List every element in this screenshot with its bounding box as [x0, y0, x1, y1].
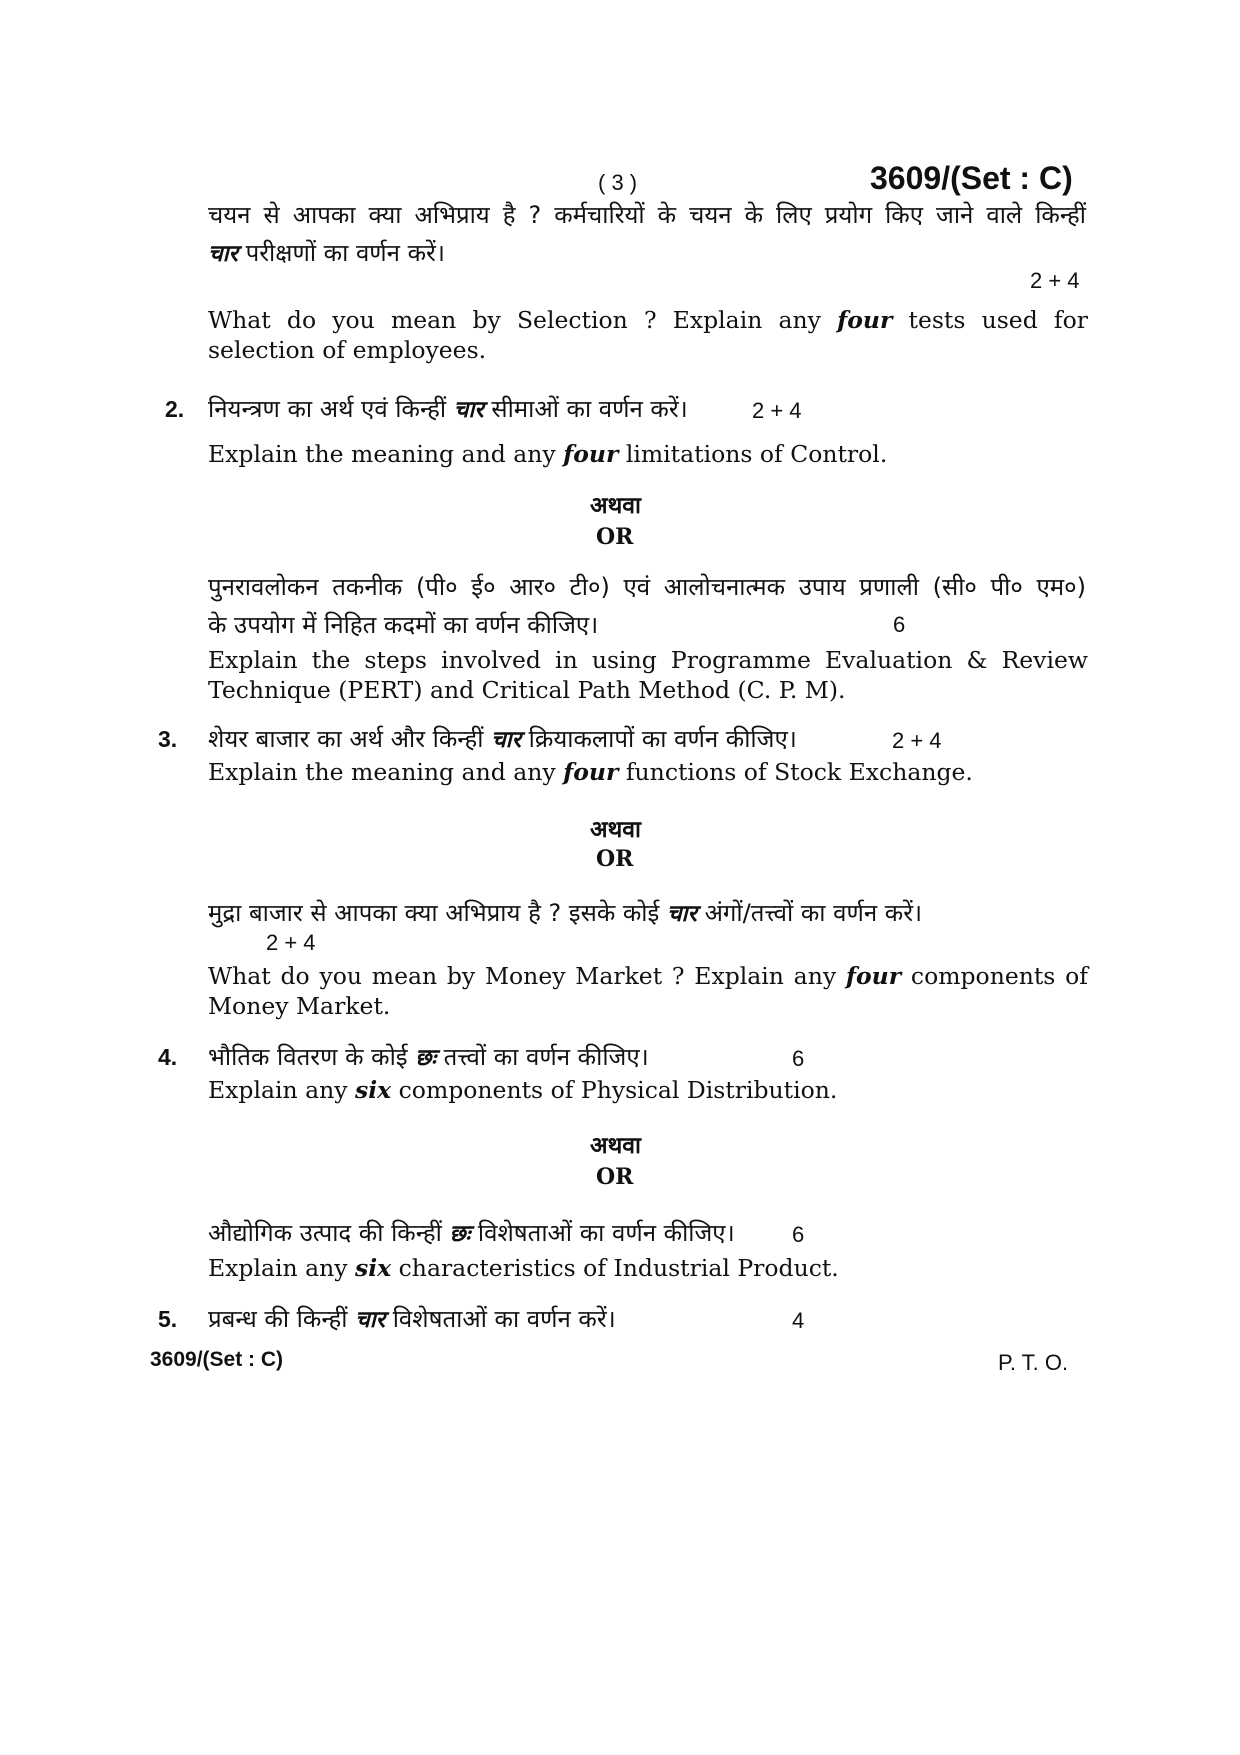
- q3-english: [208, 758, 973, 786]
- q3-english-post: functions of Stock Exchange.: [618, 758, 973, 786]
- q4-hindi-emphasis: छः: [415, 1045, 436, 1071]
- q1-english-pre: What do you mean by Selection ? Explain any: [208, 306, 838, 334]
- q2-or-english: OR: [596, 524, 634, 550]
- q3-alt-hindi: [208, 896, 922, 929]
- q4-english-pre: Explain any: [208, 1076, 355, 1104]
- q3-alt-english-post: components of: [901, 962, 1088, 990]
- q4-english: [208, 1076, 837, 1104]
- q3-english-pre: Explain the meaning and any: [208, 758, 564, 786]
- q4-alt-english-pre: Explain any: [208, 1254, 355, 1282]
- q3-alt-english-emphasis: four: [845, 962, 902, 990]
- q3-hindi-pre: शेयर बाजार का अर्थ और किन्हीं: [208, 725, 492, 753]
- q3-number: 3.: [158, 726, 178, 752]
- q4-hindi: [208, 1040, 649, 1073]
- q1-hindi-line2: [208, 236, 445, 269]
- q3-alt-hindi-post: अंगों/तत्त्वों का वर्णन करें।: [696, 899, 923, 927]
- page-number: ( 3 ): [598, 170, 638, 195]
- q3-or-hindi: अथवा: [590, 817, 642, 843]
- q2-alt-marks: 6: [893, 612, 906, 637]
- q4-number: 4.: [158, 1044, 178, 1070]
- q5-number: 5.: [158, 1306, 178, 1332]
- q5-hindi-emphasis: चार: [355, 1307, 386, 1333]
- q2-english: [208, 440, 887, 468]
- q4-alt-english-post: characteristics of Industrial Product.: [391, 1254, 839, 1282]
- q1-hindi-line1: चयन से आपका क्या अभिप्राय है ? कर्मचारियों के चयन के लिए प्रयोग किए जाने वाले किन्हीं: [208, 201, 1086, 229]
- q5-hindi-pre: प्रबन्ध की किन्हीं: [208, 1305, 356, 1333]
- q5-marks: 4: [792, 1308, 805, 1333]
- q3-alt-english-line2: Money Market.: [208, 992, 391, 1020]
- q1-english-line2: selection of employees.: [208, 336, 487, 364]
- q2-english-emphasis: four: [563, 440, 619, 468]
- q3-alt-hindi-emphasis: चार: [666, 901, 697, 927]
- q3-hindi-emphasis: चार: [491, 727, 522, 753]
- q2-english-pre: Explain the meaning and any: [208, 440, 564, 468]
- q1-english-emphasis: four: [837, 306, 893, 334]
- paper-code-footer: 3609/(Set : C): [150, 1348, 284, 1371]
- q4-alt-hindi-pre: औद्योगिक उत्पाद की किन्हीं: [208, 1219, 450, 1247]
- q3-alt-english-line1: [208, 962, 1088, 990]
- q4-alt-hindi-post: विशेषताओं का वर्णन कीजिए।: [470, 1219, 735, 1247]
- q4-or-hindi: अथवा: [590, 1133, 642, 1159]
- q3-alt-marks: 2 + 4: [266, 930, 316, 955]
- q2-hindi-post: सीमाओं का वर्णन करें।: [483, 395, 688, 423]
- q3-english-emphasis: four: [563, 758, 619, 786]
- q4-hindi-post: तत्त्वों का वर्णन कीजिए।: [435, 1043, 649, 1071]
- q3-or-english: OR: [596, 846, 634, 872]
- q2-or-hindi: अथवा: [590, 493, 642, 519]
- q1-hindi-emphasis: चार: [208, 241, 238, 267]
- q2-number: 2.: [165, 396, 185, 422]
- q4-alt-hindi: [208, 1216, 735, 1249]
- q1-marks: 2 + 4: [1030, 268, 1080, 293]
- q2-hindi-pre: नियन्त्रण का अर्थ एवं किन्हीं: [208, 395, 454, 423]
- paper-code-header: 3609/(Set : C): [870, 160, 1073, 196]
- q4-hindi-pre: भौतिक वितरण के कोई: [208, 1043, 416, 1071]
- q2-alt-hindi-line1: पुनरावलोकन तकनीक (पी० ई० आर० टी०) एवं आलोचनात्मक उपाय प्रणाली (सी० पी० एम०): [208, 573, 1086, 601]
- q2-hindi-emphasis: चार: [453, 397, 484, 423]
- q4-alt-marks: 6: [792, 1222, 805, 1247]
- q4-alt-english-emphasis: six: [355, 1254, 392, 1282]
- q4-english-emphasis: six: [355, 1076, 392, 1104]
- q4-english-post: components of Physical Distribution.: [391, 1076, 838, 1104]
- q4-or-english: OR: [596, 1164, 634, 1190]
- q1-english-post: tests used for: [892, 306, 1088, 334]
- q5-hindi-post: विशेषताओं का वर्णन करें।: [385, 1305, 616, 1333]
- q3-hindi: [208, 722, 797, 755]
- q2-alt-english-line1: Explain the steps involved in using Programme Evaluation & Review: [208, 646, 1088, 674]
- q2-alt-hindi-line2: के उपयोग में निहित कदमों का वर्णन कीजिए।: [208, 611, 599, 639]
- q4-marks: 6: [792, 1046, 805, 1071]
- q4-alt-english: [208, 1254, 839, 1282]
- q1-hindi-text: परीक्षणों का वर्णन करें।: [237, 239, 445, 267]
- q1-english-line1: [208, 306, 1088, 334]
- q2-hindi: [208, 392, 688, 425]
- q2-english-post: limitations of Control.: [618, 440, 888, 468]
- q3-marks: 2 + 4: [892, 728, 942, 753]
- q5-hindi: [208, 1302, 616, 1335]
- q4-alt-hindi-emphasis: छः: [449, 1221, 471, 1247]
- q3-hindi-post: क्रियाकलापों का वर्णन कीजिए।: [521, 725, 797, 753]
- q2-alt-english-line2: Technique (PERT) and Critical Path Method (C. P. M).: [208, 676, 846, 704]
- q3-alt-hindi-pre: मुद्रा बाजार से आपका क्या अभिप्राय है ? इसके कोई: [208, 899, 667, 927]
- q3-alt-english-pre: What do you mean by Money Market ? Explain any: [208, 962, 846, 990]
- page-turn-note: P. T. O.: [998, 1350, 1069, 1375]
- q2-marks: 2 + 4: [752, 398, 802, 423]
